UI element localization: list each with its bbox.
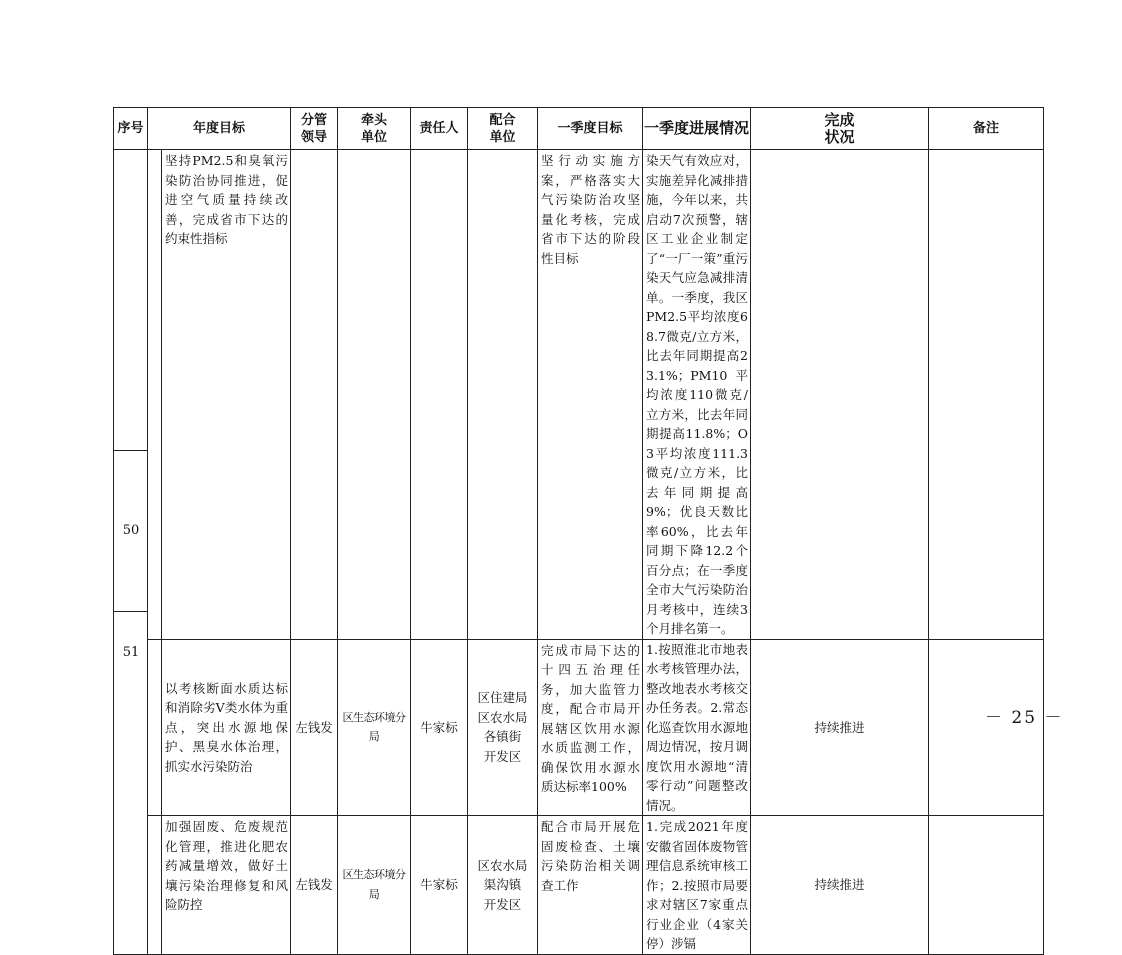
row-no-continued [114, 150, 148, 955]
row-q1-progress: 1.完成2021年度安徽省固体废物管理信息系统审核工作；2.按照市局要求对辖区7家重点行业企业（4家关停）涉镉 [643, 816, 751, 955]
row-spacer [148, 639, 162, 816]
row-remark [929, 150, 1044, 640]
row-divider [114, 611, 148, 612]
row-goal: 以考核断面水质达标和消除劣V类水体为重点，突出水源地保护、黑臭水体治理，抓实水污染防治 [162, 639, 291, 816]
col-header-lead-unit: 牵头 单位 [338, 108, 411, 150]
row-responsible [411, 150, 468, 640]
table-row [114, 150, 1114, 640]
row-lead-unit: 区生态环境分局 [338, 639, 411, 816]
row-coop-unit [468, 150, 538, 640]
page-number: － 25 － [985, 708, 1064, 728]
row-q1-goal: 配合市局开展危固废检查、土壤污染防治相关调查工作 [538, 816, 643, 955]
row-status: 持续推进 [751, 639, 929, 816]
row-q1-goal: 完成市局下达的十四五治理任务，加大监管力度，配合市局开展辖区饮用水源水质监测工作，确保饮用水源水质达标率100% [538, 639, 643, 816]
row-remark [929, 816, 1044, 955]
row-goal: 坚持PM2.5和臭氧污染防治协同推进，促进空气质量持续改善，完成省市下达的约束性指标 [162, 150, 291, 640]
col-header-leader: 分管 领导 [291, 108, 338, 150]
row-leader: 左钱发 [291, 639, 338, 816]
row-lead-unit: 区生态环境分局 [338, 816, 411, 955]
row-status: 持续推进 [751, 816, 929, 955]
row-divider [114, 450, 148, 451]
row-coop-unit: 区住建局 区农水局 各镇街 开发区 [468, 639, 538, 816]
col-header-q1-progress: 一季度进展情况 [643, 108, 751, 150]
row-leader [291, 150, 338, 640]
row-number-50: 50 [122, 523, 140, 538]
row-spacer [148, 816, 162, 955]
col-header-q1-goal: 一季度目标 [538, 108, 643, 150]
col-header-responsible: 责任人 [411, 108, 468, 150]
row-responsible: 牛家标 [411, 816, 468, 955]
table-row [114, 639, 1114, 816]
col-header-coop-unit: 配合 单位 [468, 108, 538, 150]
row-spacer [148, 150, 162, 640]
row-lead-unit [338, 150, 411, 640]
row-responsible: 牛家标 [411, 639, 468, 816]
col-header-no: 序号 [114, 108, 148, 150]
row-q1-progress: 1.按照淮北市地表水考核管理办法，整改地表水考核交办任务表。2.常态化巡查饮用水源地周边情况，按月调度饮用水源地“清零行动”问题整改情况。 [643, 639, 751, 816]
col-header-status: 完成 状况 [751, 108, 929, 150]
col-header-remark: 备注 [929, 108, 1044, 150]
row-leader: 左钱发 [291, 816, 338, 955]
row-number-51: 51 [122, 645, 140, 660]
work-goals-table [113, 107, 1114, 955]
row-goal: 加强固废、危废规范化管理，推进化肥农药减量增效，做好土壤污染治理修复和风险防控 [162, 816, 291, 955]
header-row [114, 108, 1114, 150]
row-status [751, 150, 929, 640]
row-coop-unit: 区农水局 渠沟镇 开发区 [468, 816, 538, 955]
row-q1-progress: 染天气有效应对，实施差异化减排措施，今年以来，共启动7次预警，辖区工业企业制定了“一厂一策”重污染天气应急减排清单。一季度，我区PM2.5平均浓度68.7微克/立方米，比去年同期提高23.1%；PM10平均浓度110微克/立方米，比去年同期提高11.8%；O3平均浓度111.3微克/立方米，比去年同期提高9%；优良天数比率60%，比去年同期下降12.2个百分点；在一季度全市大气污染防治月考核中，连续3个月排名第一。 [643, 150, 751, 640]
table-row [114, 816, 1114, 955]
col-header-goal: 年度目标 [148, 108, 291, 150]
row-q1-goal: 坚行动实施方案，严格落实大气污染防治攻坚量化考核，完成省市下达的阶段性目标 [538, 150, 643, 640]
